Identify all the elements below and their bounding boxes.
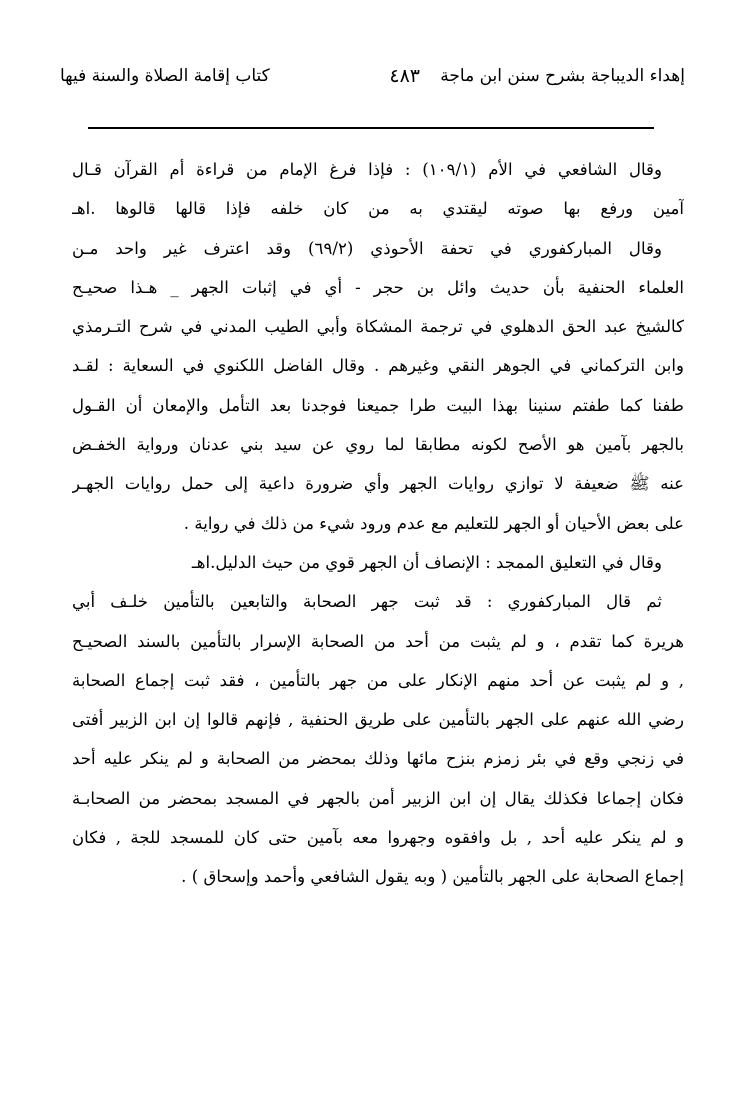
text-line: وقال في التعليق الممجد : الإنصاف أن الجهر قوي من حيث الدليل.اهـ bbox=[191, 552, 662, 572]
text-line: وابن التركماني في الجوهر النقي وغيرهم . وقال الفاضل اللكنوي في السعاية : لقـد bbox=[72, 356, 684, 376]
body-text bbox=[72, 150, 684, 897]
header-divider bbox=[88, 127, 654, 129]
text-line: بالجهر بآمين هو الأصح لكونه مطابقا لما روي عن سيد بني عدنان ورواية الخفـض bbox=[72, 435, 684, 455]
header-book-title: إهداء الديباجة بشرح سنن ابن ماجة bbox=[440, 66, 685, 86]
text-line: وقال الشافعي في الأم (١٠٩/١) : فإذا فرغ الإمام من قراءة أم القرآن قـال bbox=[72, 160, 662, 179]
text-line: وقال المباركفوري في تحفة الأحوذي (٦٩/٢) وقد اعترف غير واحد مـن bbox=[72, 238, 662, 258]
text-line: طفنا كما طفتم سنينا بهذا البيت طرا جميعنا فوجدنا بعد التأمل والإمعان أن القـول bbox=[72, 395, 684, 415]
header-page-number: ٤٨٣ bbox=[389, 65, 420, 87]
text-line: هريرة كما تقدم ، و لم يثبت من أحد من الصحابة الإسرار بالتأمين بالسند الصحيـح bbox=[72, 631, 684, 651]
text-line: , و لم يثبت عن أحد منهم الإنكار على من جهر بالتأمين ، فقد ثبت إجماع الصحابة bbox=[72, 670, 684, 690]
text-line: العلماء الحنفية بأن حديث وائل بن حجر - أي في إثبات الجهر _ هـذا صحيـح bbox=[72, 277, 684, 297]
text-line: رضي الله عنهم على الجهر بالتأمين على طريق الحنفية , فإنهم قالوا إن ابن الزبير أفتى bbox=[72, 710, 684, 730]
text-line: كالشيخ عبد الحق الدهلوي في ترجمة المشكاة وأبي الطيب المدني في شرح التـرمذي bbox=[72, 317, 684, 337]
text-line: إجماع الصحابة على الجهر بالتأمين ( وبه يقول الشافعي وأحمد وإسحاق ) . bbox=[181, 867, 684, 887]
text-line: و لم ينكر عليه أحد , بل وافقوه وجهروا معه بآمين حتى كان للمسجد للجة , فكان bbox=[72, 828, 684, 848]
text-line: ثم قال المباركفوري : قد ثبت جهر الصحابة والتابعين بالتأمين خلـف أبي bbox=[72, 592, 662, 612]
text-line: على بعض الأحيان أو الجهر للتعليم مع عدم ورود شيء من ذلك في رواية . bbox=[183, 513, 684, 533]
header-chapter-title: كتاب إقامة الصلاة والسنة فيها bbox=[60, 66, 270, 86]
text-line: في زنجي وقع في بئر زمزم بنزح مائها وذلك بمحضر من الصحابة و لم ينكر عليه أحد bbox=[72, 749, 684, 769]
running-header bbox=[60, 62, 685, 96]
text-line: آمين ورفع بها صوته ليقتدي به من كان خلفه فإذا قالها قالوها .اهـ bbox=[72, 199, 684, 219]
text-line: عنه ﷺ ضعيفة لا توازي روايات الجهر وأي ضرورة داعية إلى حمل روايات الجهـر bbox=[72, 474, 684, 494]
text-line: فكان إجماعا فكذلك يقال إن ابن الزبير أمن بالجهر في المسجد بمحضر من الصحابـة bbox=[72, 788, 684, 808]
